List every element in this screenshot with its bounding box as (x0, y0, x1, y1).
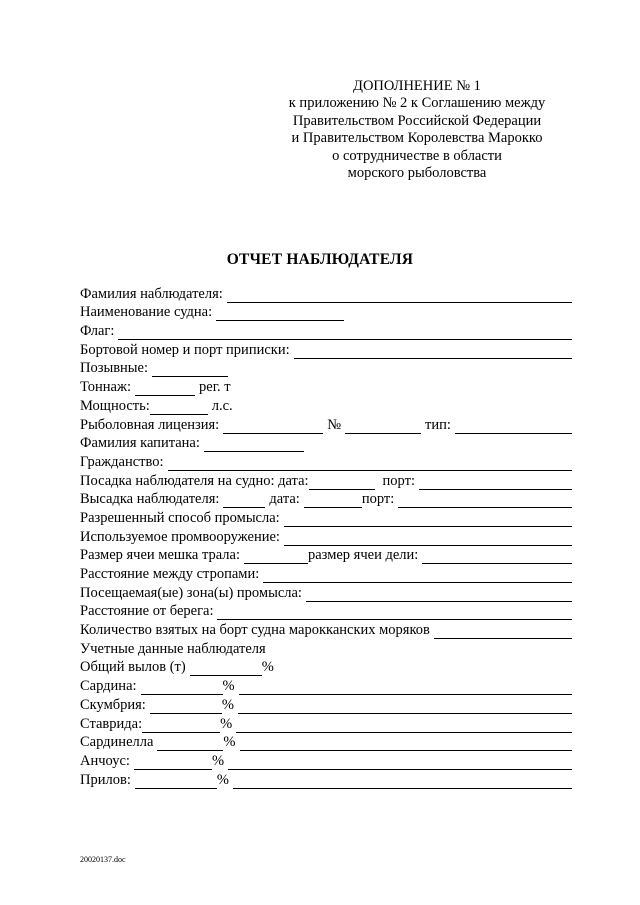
header-line: о сотрудничестве в области (332, 147, 502, 164)
disembarking-blank[interactable] (223, 493, 265, 508)
fishing-method-blank[interactable] (284, 512, 572, 527)
anchovy-percent-blank[interactable] (134, 755, 212, 770)
power-blank[interactable] (150, 400, 208, 415)
row-disembarking (80, 490, 572, 509)
flag-blank[interactable] (118, 325, 572, 340)
row-citizenship (80, 452, 572, 471)
field-label: Рыболовная лицензия: (80, 416, 220, 433)
field-label: Ставрида: (80, 715, 143, 732)
sardine-notes-blank[interactable] (239, 680, 572, 695)
field-label: размер ячеи дели: (307, 547, 419, 564)
row-license (80, 415, 572, 434)
vessel-name-blank[interactable] (216, 306, 344, 321)
row-horse-mackerel (80, 714, 572, 733)
field-label: Анчоус: (80, 752, 130, 769)
field-label: Сардина: (80, 678, 137, 695)
row-shore-distance (80, 602, 572, 621)
row-fishing-gear (80, 527, 572, 546)
field-label: Посадка наблюдателя на судно: дата: (80, 472, 309, 489)
unit-label: рег. т (199, 379, 231, 396)
sling-distance-blank[interactable] (263, 568, 572, 583)
percent-sign: % (216, 771, 229, 788)
total-catch-blank[interactable] (190, 661, 262, 676)
field-label: Расстояние от берега: (80, 603, 214, 620)
field-label: Разрешенный способ промысла: (80, 509, 280, 526)
field-label: Фамилия капитана: (80, 435, 200, 452)
row-anchovy (80, 751, 572, 770)
mackerel-percent-blank[interactable] (150, 699, 222, 714)
row-power (80, 396, 572, 415)
page-title: ОТЧЕТ НАБЛЮДАТЕЛЯ (226, 251, 414, 268)
disembarking-port-blank[interactable] (398, 493, 572, 508)
anchovy-notes-blank[interactable] (228, 755, 572, 770)
field-label: Бортовой номер и порт приписки: (80, 341, 290, 358)
license-type-blank[interactable] (455, 419, 572, 434)
field-label: Мощность: (80, 397, 150, 414)
row-fishing-method (80, 508, 572, 527)
row-fishing-zones (80, 583, 572, 602)
row-captain-surname (80, 434, 572, 453)
percent-sign: % (211, 752, 225, 769)
field-label: Используемое промвооружение: (80, 528, 280, 545)
row-board-number-port (80, 340, 572, 359)
field-label: порт: (382, 472, 415, 489)
document-header (272, 78, 562, 182)
row-sardinella (80, 733, 572, 752)
field-label: Прилов: (80, 771, 131, 788)
row-mesh-size (80, 546, 572, 565)
row-observer-records (80, 639, 572, 658)
header-line: Правительством Российской Федерации (292, 112, 542, 129)
net-mesh-blank[interactable] (422, 549, 572, 564)
row-flag (80, 321, 572, 340)
license-number-blank[interactable] (345, 419, 421, 434)
license-blank[interactable] (223, 419, 323, 434)
header-line: к приложению № 2 к Соглашению между (288, 95, 546, 112)
boarding-date-blank[interactable] (309, 475, 375, 490)
sardinella-percent-blank[interactable] (157, 736, 223, 751)
tonnage-blank[interactable] (135, 381, 195, 396)
shore-distance-blank[interactable] (217, 605, 572, 620)
field-label: Наименование судна: (80, 304, 213, 321)
disembarking-date-blank[interactable] (304, 493, 362, 508)
field-label: Общий вылов (т) (80, 659, 186, 676)
sardine-percent-blank[interactable] (141, 680, 223, 695)
header-line: ДОПОЛНЕНИЕ № 1 (353, 78, 481, 94)
field-label: Размер ячеи мешка трала: (80, 547, 240, 564)
percent-sign: % (220, 715, 233, 732)
field-label: Скумбрия: (80, 696, 146, 713)
board-number-port-blank[interactable] (294, 344, 572, 359)
file-name-footer: 20020137.doc (80, 855, 126, 864)
percent-sign: % (223, 734, 236, 751)
percent-sign: % (261, 659, 274, 676)
row-boarding (80, 471, 572, 490)
field-label: тип: (425, 416, 451, 433)
field-label: Высадка наблюдателя: (80, 491, 220, 508)
moroccan-sailors-blank[interactable] (434, 624, 572, 639)
bycatch-notes-blank[interactable] (233, 774, 572, 789)
row-sling-distance (80, 564, 572, 583)
observer-report-form (80, 284, 572, 789)
header-line: и Правительством Королевства Марокко (291, 130, 543, 147)
field-label: Расстояние между стропами: (80, 566, 260, 582)
row-moroccan-sailors (80, 620, 572, 639)
row-vessel-name (80, 303, 572, 322)
observer-surname-blank[interactable] (227, 288, 572, 303)
field-label: Фамилия наблюдателя: (80, 285, 223, 302)
horse-mackerel-notes-blank[interactable] (236, 718, 572, 733)
field-label: Количество взятых на борт судна марокканских моряков (80, 622, 430, 639)
field-label: порт: (361, 491, 395, 508)
percent-sign: % (221, 696, 234, 713)
percent-sign: % (222, 678, 235, 695)
fishing-gear-blank[interactable] (284, 531, 572, 546)
row-total-catch (80, 658, 572, 677)
field-label: № (327, 416, 342, 433)
field-label: Флаг: (80, 323, 115, 340)
row-mackerel (80, 695, 572, 714)
row-sardine (80, 676, 572, 695)
field-label: Тоннаж: (80, 379, 132, 396)
row-observer-surname (80, 284, 572, 303)
header-line: морского рыболовства (347, 165, 487, 182)
unit-label: л.с. (211, 397, 233, 414)
row-call-sign (80, 359, 572, 378)
boarding-port-blank[interactable] (419, 475, 572, 490)
field-label: дата: (269, 491, 300, 508)
sardinella-notes-blank[interactable] (240, 736, 573, 751)
mackerel-notes-blank[interactable] (238, 699, 572, 714)
field-label: Посещаемая(ые) зона(ы) промысла: (80, 584, 302, 601)
call-sign-blank[interactable] (152, 362, 228, 377)
field-label: Сардинелла (80, 734, 154, 751)
row-bycatch (80, 770, 572, 789)
field-label: Гражданство: (80, 453, 164, 470)
citizenship-blank[interactable] (168, 456, 572, 471)
row-tonnage (80, 377, 572, 396)
fishing-zones-blank[interactable] (306, 587, 572, 602)
field-label: Позывные: (80, 360, 149, 377)
bycatch-percent-blank[interactable] (135, 774, 217, 789)
captain-surname-blank[interactable] (204, 437, 304, 452)
trawl-mesh-blank[interactable] (244, 549, 308, 564)
section-label: Учетные данные наблюдателя (80, 640, 266, 657)
horse-mackerel-percent-blank[interactable] (142, 718, 220, 733)
